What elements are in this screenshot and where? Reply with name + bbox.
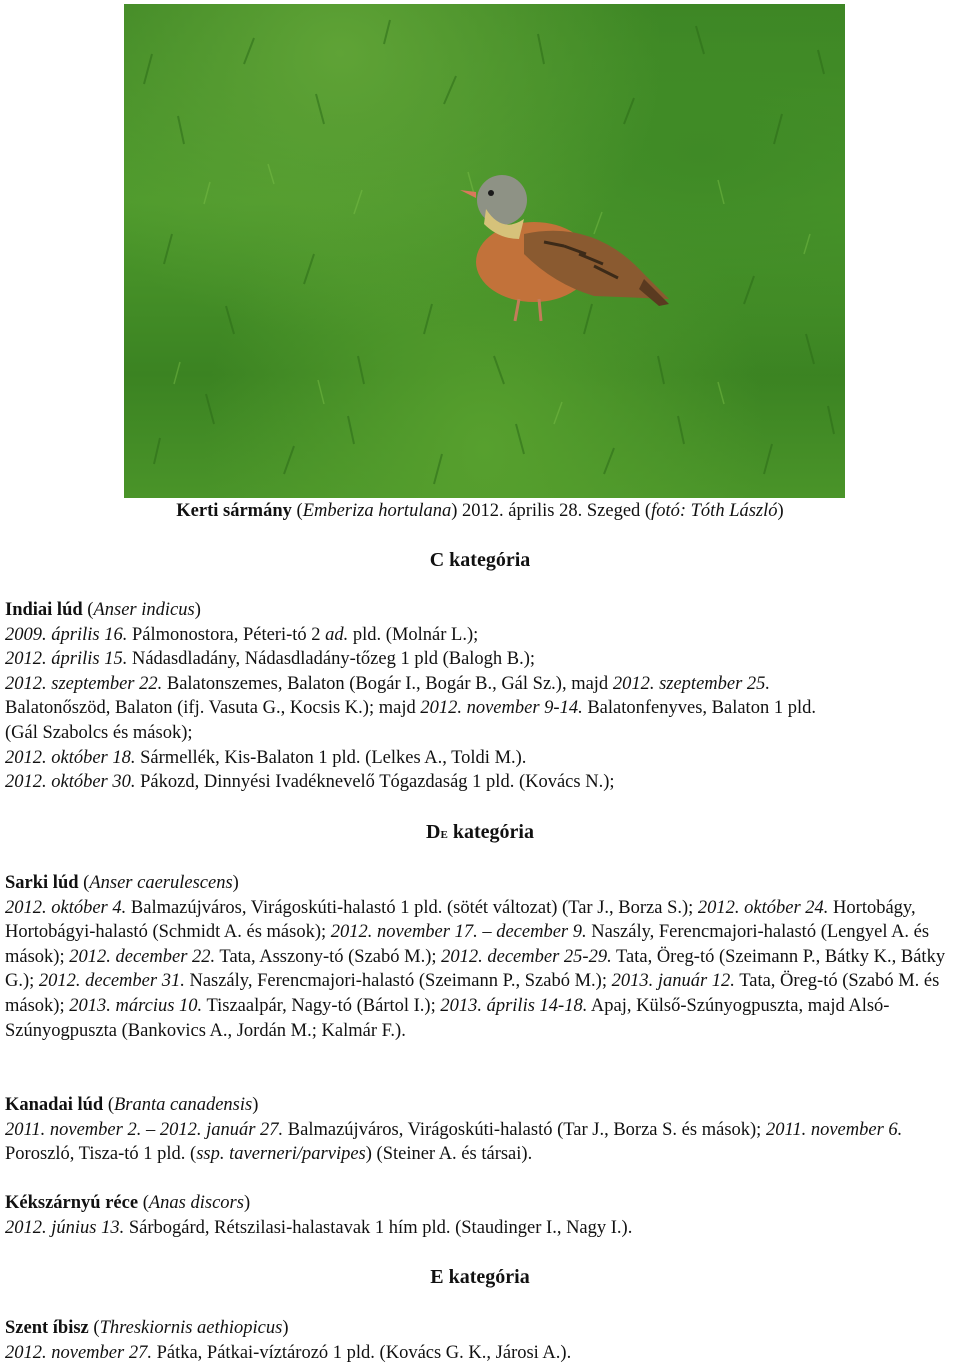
record-line: 2012. szeptember 22. Balatonszemes, Balaton (Bogár I., Bogár B., Gál Sz.), majd 2012. szeptember 25. (5, 673, 771, 694)
record-line: (Gál Szabolcs és mások); (5, 722, 193, 743)
caption-date-place: 2012. április 28. Szeged ( (457, 501, 652, 521)
record-line: 2012. október 18. Sármellék, Kis-Balaton 1 pld. (Lelkes A., Toldi M.). (5, 747, 527, 768)
record-text: 2011. november 2. – 2012. január 27. Balmazújváros, Virágoskúti-halastó (Tar J., Borza S. és mások); 2011. november 6. Poroszló, Tisza-tó 1 pld. (ssp. taverneri/parvipes) (Steiner A. és társai). (5, 1119, 903, 1165)
heading-c-category: C kategória (429, 549, 531, 571)
species-name: Kanadai lúd (5, 1095, 104, 1115)
species-name: Kékszárnyú réce (5, 1193, 139, 1213)
bird-photo (124, 4, 845, 498)
entry-sarki-lud: Sarki lúd (Anser caerulescens) 2012. október 4. Balmazújváros, Virágoskúti-halastó 1 pld. (sötét változat) (Tar J., Borza S.); 2012. október 24. Hortobágy, Hortobágyi-halastó (Schmidt A. és mások); 2012. november 17. – december 9. Naszály, Ferencmajori-halastó (Lengyel A. és mások); 2012. december 22. Tata, Asszony-tó (Szabó M.); 2012. december 25-29. Tata, Öreg-tó (Szeimann P., Bátky K., Bátky G.); 2012. december 31. Naszály, Ferencmajori-halastó (Szeimann P., Szabó M.); 2013. január 12. Tata, Öreg-tó (Szabó M. és mások); 2013. március 10. Tiszaalpár, Nagy-tó (Bártol I.); 2013. április 14-18. Apaj, Külső-Szúnyogpuszta, majd Alsó-Szúnyogpuszta (Bankovics A., Jordán M.; Kalmár F.). (5, 871, 955, 1043)
entry-kekszarnyu-rece: Kékszárnyú réce (Anas discors) 2012. június 13. Sárbogárd, Rétszilasi-halastavak 1 hím pld. (Staudinger I., Nagy I.). (5, 1191, 955, 1240)
heading-e-category: E kategória (430, 1266, 530, 1288)
caption-credit: fotó: Tóth László (651, 501, 778, 521)
entry-szent-ibisz: Szent íbisz (Threskiornis aethiopicus) 2012. november 27. Pátka, Pátkai-víztározó 1 pld. (Kovács G. K., Járosi A.). (5, 1316, 955, 1365)
record-text: 2012. június 13. Sárbogárd, Rétszilasi-halastavak 1 hím pld. (Staudinger I., Nagy I.). (5, 1217, 633, 1238)
heading-de-category: DE kategória (426, 821, 534, 843)
record-line: Balatonőszöd, Balaton (ifj. Vasuta G., Kocsis K.); majd 2012. november 9-14. Balatonfenyves, Balaton 1 pld. (5, 698, 816, 719)
bird-photo-illustration (124, 4, 845, 498)
species-latin: Anas discors (148, 1193, 244, 1213)
species-latin: Anser indicus (93, 600, 195, 620)
species-latin: Branta canadensis (114, 1095, 253, 1115)
species-name: Indiai lúd (5, 600, 83, 620)
caption-latin: Emberiza hortulana (302, 501, 452, 521)
species-name: Szent íbisz (5, 1318, 89, 1338)
species-latin: Threskiornis aethiopicus (99, 1318, 283, 1338)
photo-caption: Kerti sármány (Emberiza hortulana) 2012. április 28. Szeged (fotó: Tóth László) (176, 501, 784, 521)
species-latin: Anser caerulescens (89, 873, 233, 893)
record-line: 2012. április 15. Nádasdladány, Nádasdladány-tőzeg 1 pld (Balogh B.); (5, 649, 536, 670)
caption-name: Kerti sármány (176, 501, 292, 521)
record-line: 2012. október 30. Pákozd, Dinnyési Ivadéknevelő Tógazdaság 1 pld. (Kovács N.); (5, 772, 615, 793)
record-line: 2009. április 16. Pálmonostora, Péteri-tó 2 ad. pld. (Molnár L.); (5, 624, 479, 645)
species-name: Sarki lúd (5, 873, 79, 893)
bunting-bird (460, 175, 669, 321)
record-text: 2012. október 4. Balmazújváros, Virágoskúti-halastó 1 pld. (sötét változat) (Tar J., Borza S.); 2012. október 24. Hortobágy, Hortobágyi-halastó (Schmidt A. és mások); 2012. november 17. – december 9. Naszály, Ferencmajori-halastó (Lengyel A. és mások); 2012. december 22. Tata, Asszony-tó (Szabó M.); 2012. december 25-29. Tata, Öreg-tó (Szeimann P., Bátky K., Bátky G.); 2012. december 31. Naszály, Ferencmajori-halastó (Szeimann P., Szabó M.); 2013. január 12. Tata, Öreg-tó (Szabó M. és mások); 2013. március 10. Tiszaalpár, Nagy-tó (Bártol I.); 2013. április 14-18. Apaj, Külső-Szúnyogpuszta, majd Alsó-Szúnyogpuszta (Bankovics A., Jordán M.; Kalmár F.). (5, 897, 946, 1041)
entry-kanadai-lud: Kanadai lúd (Branta canadensis) 2011. november 2. – 2012. január 27. Balmazújváros, Virágoskúti-halastó (Tar J., Borza S. és mások); 2011. november 6. Poroszló, Tisza-tó 1 pld. (ssp. taverneri/parvipes) (Steiner A. és társai). (5, 1093, 955, 1167)
entry-indiai-lud: Indiai lúd (Anser indicus) 2009. április 16. Pálmonostora, Péteri-tó 2 ad. pld. (Molnár L.); 2012. április 15. Nádasdladány, Nádasdladány-tőzeg 1 pld (Balogh B.); 2012. szeptember 22. Balatonszemes, Balaton (Bogár I., Bogár B., Gál Sz.), majd 2012. szeptember 25. Balatonőszöd, Balaton (ifj. Vasuta G., Kocsis K.); majd 2012. november 9-14. Balatonfenyves, Balaton 1 pld. (Gál Szabolcs és mások); 2012. október 18. Sármellék, Kis-Balaton 1 pld. (Lelkes A., Toldi M.). 2012. október 30. Pákozd, Dinnyési Ivadéknevelő Tógazdaság 1 pld. (Kovács N.); (5, 598, 955, 795)
record-text: 2012. november 27. Pátka, Pátkai-víztározó 1 pld. (Kovács G. K., Járosi A.). (5, 1342, 572, 1363)
caption-close: ) (777, 501, 784, 521)
